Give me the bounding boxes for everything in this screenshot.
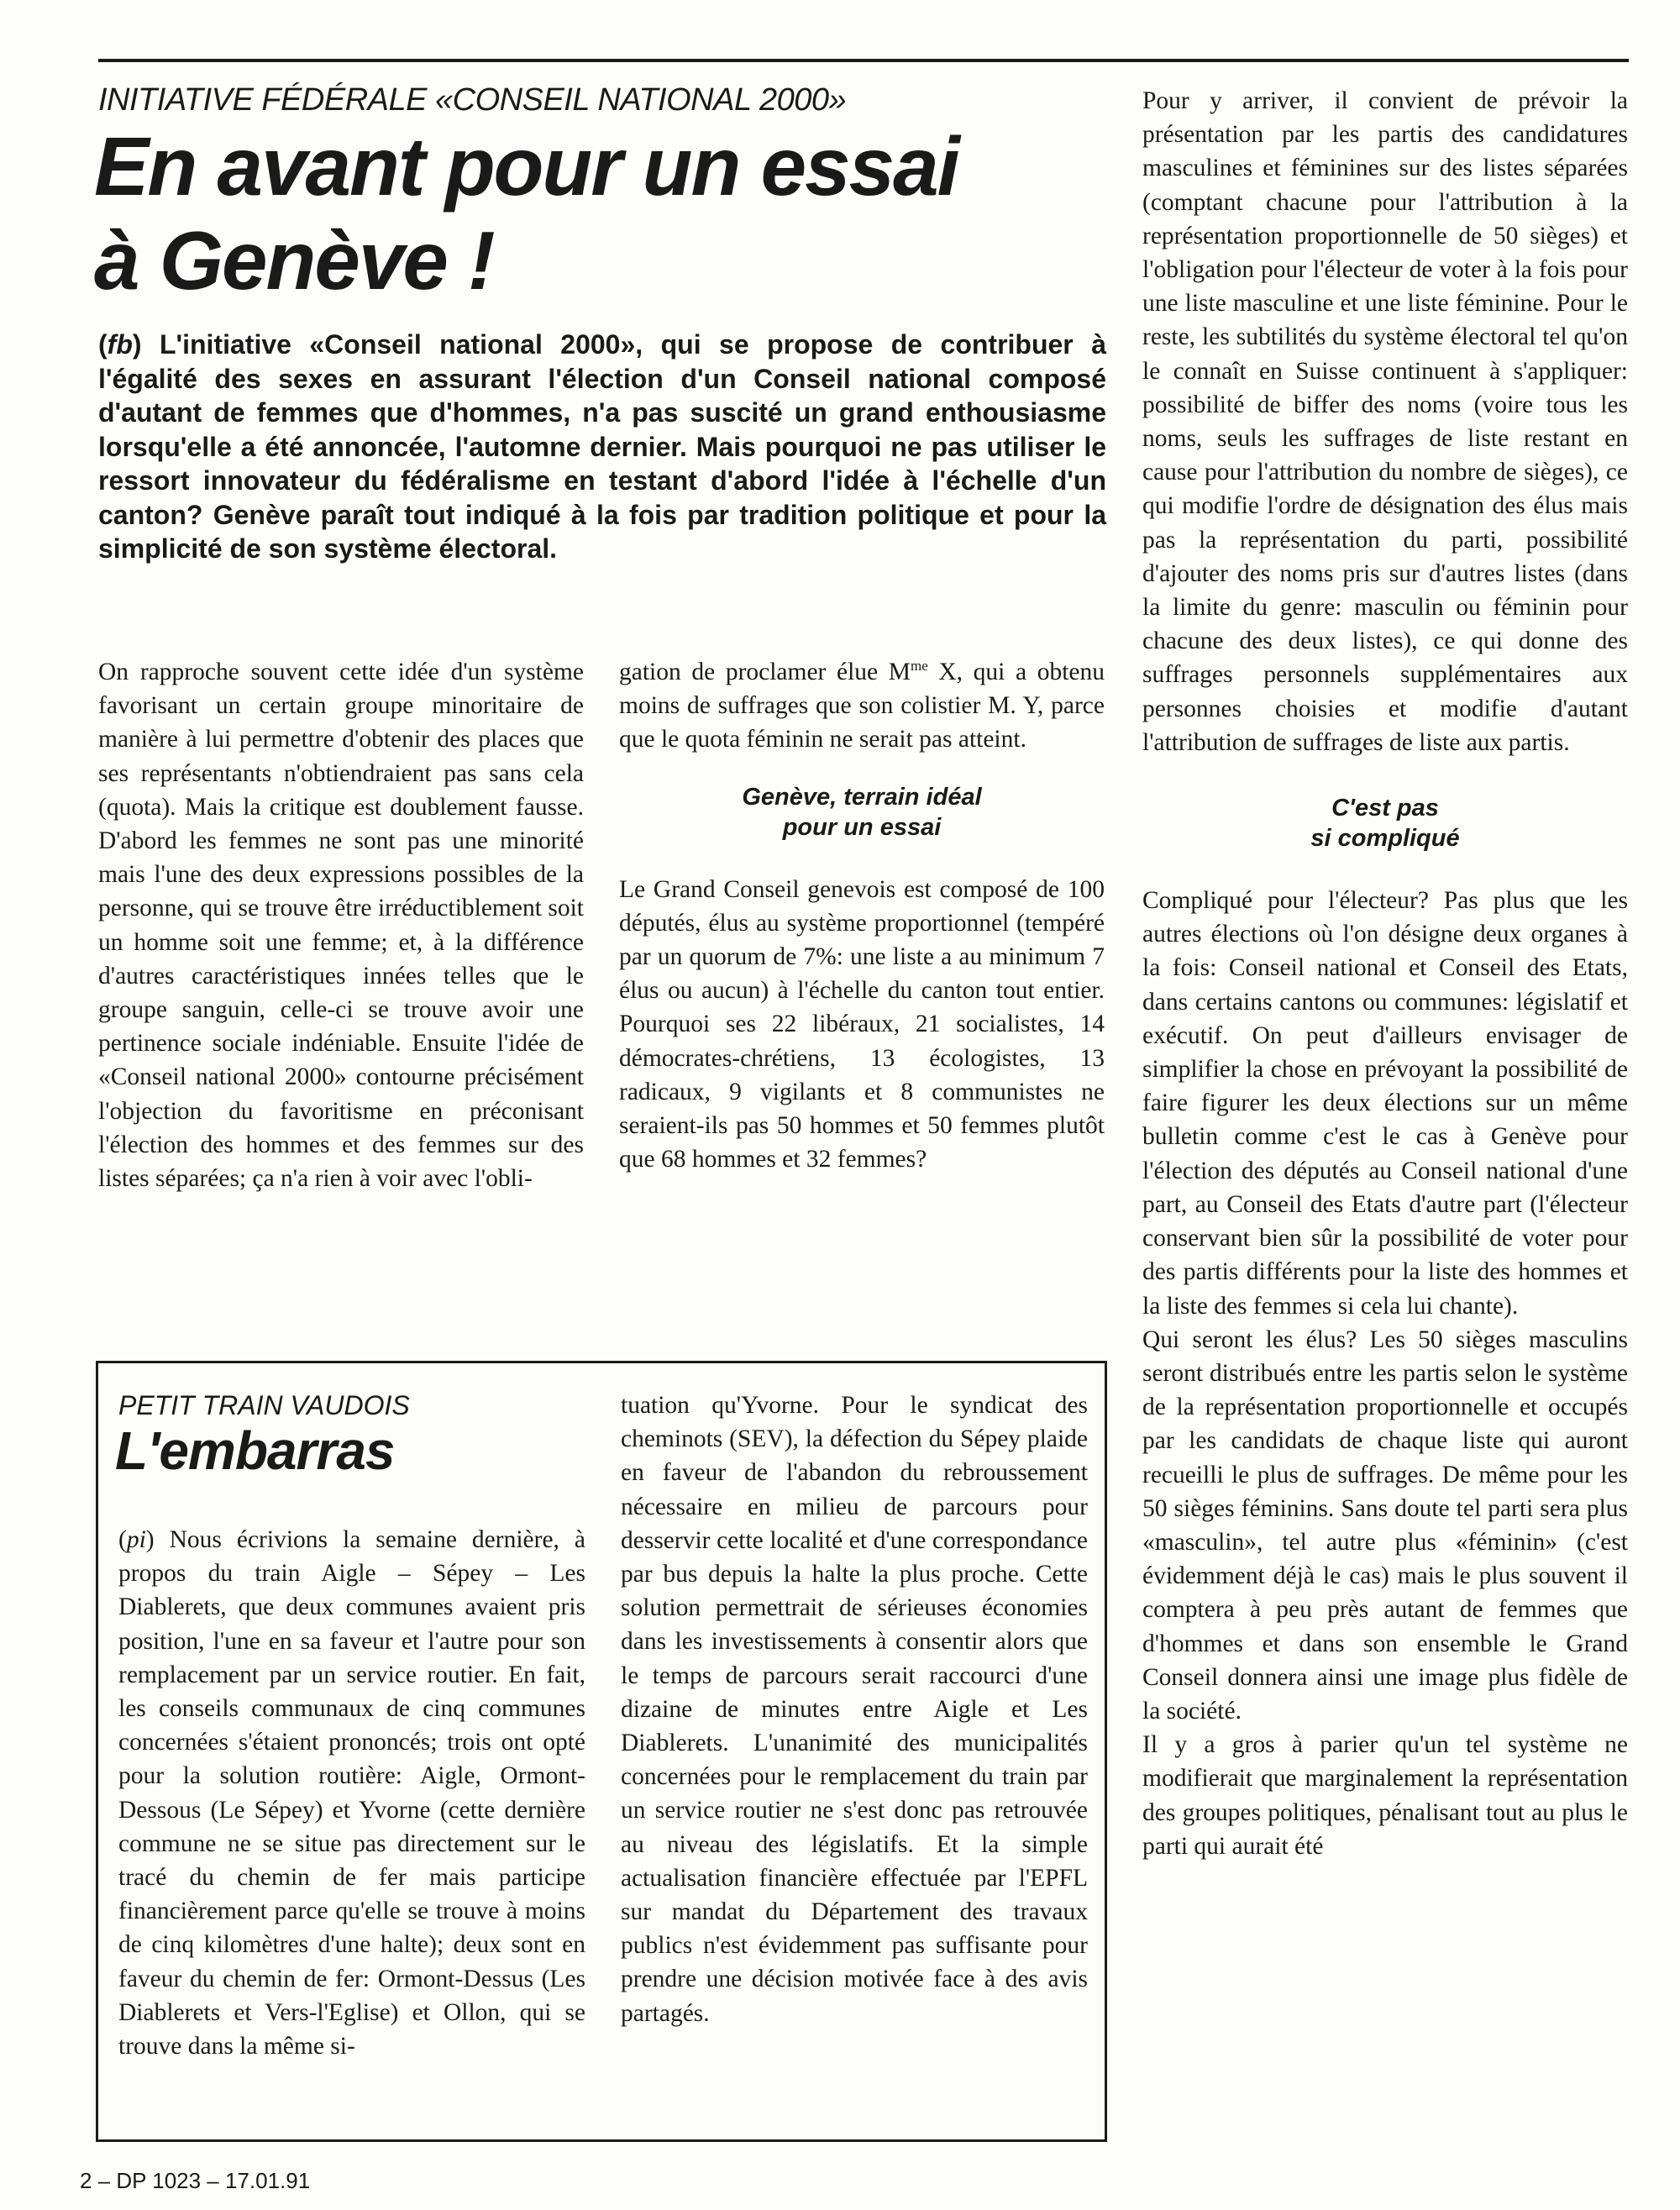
body-paragraph: Pour y arriver, il convient de prévoir la présentation par les partis des candidatures masculines et féminines sur des listes séparées (comptant chacune pour l'attribution à la représentation proportionnelle de 50 sièges) et l'obligation pour l'électeur de voter à la fois pour une liste masculine et une liste féminine. Pour le reste, les subtilités du système électoral tel qu'on le connaît en Suisse continuent à s'appliquer: possibilité de biffer des noms (voire tous les noms, seuls les suffrages de liste restant en cause pour l'attribution du nombre de sièges), ce qui modifie l'ordre de désignation des élus mais pas la représentation du parti, possibilité d'ajouter des noms pris sur d'autres listes (dans la limite du genre: masculin ou féminin pour chacune des deux listes), ce qui donne des suffrages personnels supplémentaires aux personnes choisies et modifie d'autant l'attribution de suffrages de liste aux partis. <box>1142 87 1628 756</box>
author-initials: fb <box>107 329 133 360</box>
body-text: X, qui a obtenu moins de suffrages que son colistier M. Y, parce que le quota féminin ne serait pas atteint. <box>619 659 1105 753</box>
article-headline <box>94 119 1119 307</box>
page-folio: 2 – DP 1023 – 17.01.91 <box>80 2168 311 2193</box>
subheading-line-1: Genève, terrain idéal <box>742 783 982 811</box>
body-text: gation de proclamer élue M <box>619 659 911 685</box>
body-paragraph: tuation qu'Yvorne. Pour le syndicat des cheminots (SEV), la défection du Sépey plaide en faveur de l'abandon du rebroussement nécessaire en milieu de parcours pour desservir cette localité et d'une correspondance par bus depuis la halte la plus proche. Cette solution permettrait de sérieuses économies dans les investissements à consentir alors que le temps de parcours serait raccourci d'une dizaine de minutes entre Aigle et Les Diablerets. L'unanimité des municipalités concernées pour le remplacement du train par un service routier ne s'est donc pas retrouvée au niveau des législatifs. Et la simple actualisation financière effectuée par l'EPFL sur mandat du Département des travaux publics n'est évidemment pas suffisante pour prendre une décision motivée face à des avis partagés. <box>621 1392 1088 2027</box>
subheading <box>1142 793 1628 853</box>
top-rule <box>98 59 1629 62</box>
chapeau-open-paren: ( <box>98 329 108 360</box>
chapeau-text: L'initiative «Conseil national 2000», qui se propose de contribuer à l'égalité des sexes en assurant l'élection d'un Conseil national composé d'autant de femmes que d'hommes, n'a pas suscité un grand enthousiasme lorsqu'elle a été annoncée, l'automne dernier. Mais pourquoi ne pas utiliser le ressort innovateur du fédéralisme en testant d'abord l'idée à l'échelle d'un canton? Genève paraît tout indiqué à la fois par tradition politique et pour la simplicité de son système électoral. <box>98 329 1106 564</box>
superscript-me: me <box>910 658 928 675</box>
article-column-3 <box>1142 84 1628 1863</box>
boxed-article <box>96 1361 1107 2142</box>
body-paragraph: Qui seront les élus? Les 50 sièges masculins seront distribués entre les partis selon le système de la représentation proportionnelle et occupés par les candidats de chaque liste qui auront recueilli le plus de suffrages. De même pour les 50 sièges féminins. Sans doute tel parti sera plus «masculin», tel autre plus «féminin» (c'est évidemment déjà le cas) mais le plus souvent il comptera à peu près autant de femmes que d'hommes et dans son ensemble le Grand Conseil donnera ainsi une image plus fidèle de la société. <box>1142 1325 1628 1724</box>
body-paragraph: Le Grand Conseil genevois est composé de 100 députés, élus au système proportionnel (tempéré par un quorum de 7%: une liste a au minimum 7 élus ou aucun) à l'échelle du canton tout entier. Pourquoi ses 22 libéraux, 21 socialistes, 14 démocrates-chrétiens, 13 écologistes, 13 radicaux, 9 vigilants et 8 communistes ne seraient-ils pas 50 hommes et 50 femmes plutôt que 68 hommes et 32 femmes? <box>619 875 1105 1173</box>
headline-line-1: En avant pour un essai <box>94 120 958 213</box>
chapeau-close-paren: ) <box>132 329 142 360</box>
box-kicker: PETIT TRAIN VAUDOIS <box>118 1390 410 1420</box>
article-column-2 <box>619 655 1105 1176</box>
sig-close-paren: ) <box>145 1526 155 1553</box>
subheading-line-2: si compliqué <box>1310 825 1460 853</box>
author-initials: pi <box>126 1526 146 1553</box>
body-text: Nous écrivions la semaine dernière, à propos du train Aigle – Sépey – Les Diablerets, que deux communes avaient pris position, l'une en sa faveur et l'autre pour son remplacement par un service routier. En fait, les conseils communaux de cinq communes concernées s'étaient prononcés; trois ont opté pour la solution routière: Aigle, Ormont-Dessous (Le Sépey) et Yvorne (cette dernière commune ne se situe pas directement sur le tracé du chemin de fer mais participe financièrement parce qu'elle se trouve à moins de cinq kilomètres d'une halte); deux sont en faveur du chemin de fer: Ormont-Dessus (Les Diablerets et Vers-l'Eglise) et Ollon, qui se trouve dans la même si- <box>118 1526 585 2060</box>
body-paragraph: On rapproche souvent cette idée d'un système favorisant un certain groupe minoritaire de manière à lui permettre d'obtenir des places que ses représentants n'obtiendraient pas sans cela (quota). Mais la critique est doublement fausse. D'abord les femmes ne sont pas une minorité mais l'une des deux expressions possibles de la personne, qui se trouve être irréductiblement soit un homme soit une femme; et, à la différence d'autres caractéristiques innées telles que le groupe sanguin, celle-ci se trouve avoir une pertinence sociale indéniable. Ensuite l'idée de «Conseil national 2000» contourne précisément l'objection du favoritisme en préconisant l'élection des hommes et des femmes sur des listes séparées; ça n'a rien à voir avec l'obli- <box>98 659 584 1193</box>
article-kicker: INITIATIVE FÉDÉRALE «CONSEIL NATIONAL 2000» <box>98 82 847 118</box>
subheading <box>619 782 1105 843</box>
article-column-1 <box>98 655 584 1195</box>
box-title: L'embarras <box>115 1420 395 1481</box>
body-paragraph <box>118 1523 585 2063</box>
box-column-2 <box>621 1388 1088 2030</box>
subheading-line-2: pour un essai <box>782 813 942 841</box>
box-column-1 <box>118 1523 585 2063</box>
body-paragraph: Compliqué pour l'électeur? Pas plus que les autres élections où l'on désigne deux organes à la fois: Conseil national et Conseil des Etats, dans certains cantons ou communes: législatif et exécutif. On peut d'ailleurs envisager de simplifier la chose en prévoyant la possibilité de faire figurer les deux élections sur un même bulletin comme c'est le cas à Genève pour l'élection des députés au Conseil national d'une part, au Conseil des Etats d'autre part (l'électeur conservant bien sûr la possibilité de voter pour des partis différents pour la liste des hommes et la liste des femmes si cela lui chante). <box>1142 887 1628 1320</box>
body-paragraph <box>619 655 1105 757</box>
sig-open-paren: ( <box>118 1526 127 1553</box>
body-paragraph: Il y a gros à parier qu'un tel système ne modifierait que marginalement la représentation des groupes politiques, pénalisant tout au plus le parti qui aurait été <box>1142 1731 1628 1860</box>
article-chapeau <box>98 328 1106 566</box>
subheading-line-1: C'est pas <box>1331 795 1439 822</box>
headline-line-2: à Genève ! <box>94 214 494 307</box>
